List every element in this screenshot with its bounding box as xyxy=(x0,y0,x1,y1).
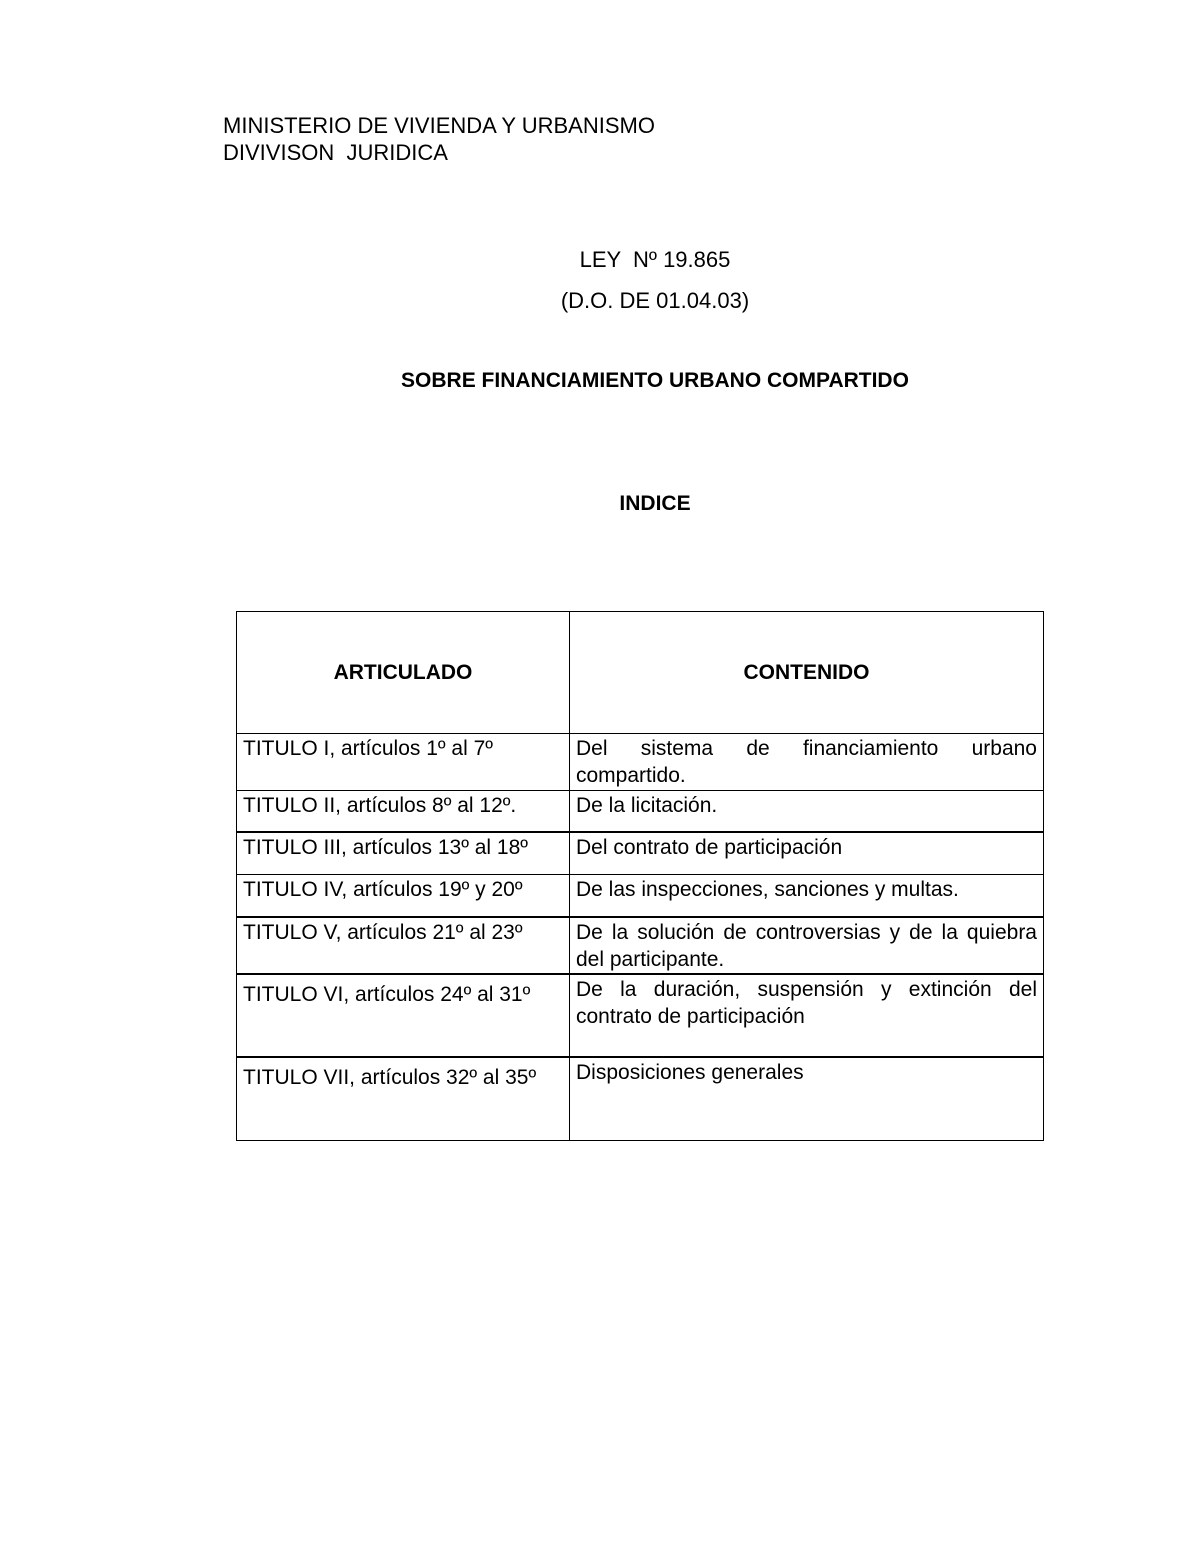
contenido-cell: Del sistema de financiamiento urbano compartido. xyxy=(570,734,1044,791)
contenido-cell: Del contrato de participación xyxy=(570,832,1044,875)
contenido-cell: De la solución de controversias y de la quiebra del participante. xyxy=(570,917,1044,974)
articulado-cell: TITULO II, artículos 8º al 12º. xyxy=(237,791,570,833)
column-header-contenido: CONTENIDO xyxy=(570,612,1044,734)
table-row xyxy=(237,1057,1044,1141)
articulado-cell: TITULO VII, artículos 32º al 35º xyxy=(237,1057,570,1141)
column-header-articulado: ARTICULADO xyxy=(237,612,570,734)
contenido-cell: De las inspecciones, sanciones y multas. xyxy=(570,875,1044,918)
law-publication-date: (D.O. DE 01.04.03) xyxy=(560,288,750,313)
table-row xyxy=(237,974,1044,1057)
ministry-name: MINISTERIO DE VIVIENDA Y URBANISMO xyxy=(223,113,655,138)
index-table xyxy=(236,611,1044,1141)
articulado-cell: TITULO I, artículos 1º al 7º xyxy=(237,734,570,791)
table-header-row xyxy=(237,612,1044,734)
articulado-cell: TITULO VI, artículos 24º al 31º xyxy=(237,974,570,1057)
contenido-cell: De la licitación. xyxy=(570,791,1044,833)
table-row xyxy=(237,832,1044,875)
contenido-cell: De la duración, suspensión y extinción del contrato de participación xyxy=(570,974,1044,1057)
table-row xyxy=(237,734,1044,791)
law-title: SOBRE FINANCIAMIENTO URBANO COMPARTIDO xyxy=(401,369,909,392)
table-row xyxy=(237,875,1044,918)
articulado-cell: TITULO V, artículos 21º al 23º xyxy=(237,917,570,974)
index-title: INDICE xyxy=(619,492,691,515)
articulado-cell: TITULO III, artículos 13º al 18º xyxy=(237,832,570,875)
articulado-cell: TITULO IV, artículos 19º y 20º xyxy=(237,875,570,918)
division-name: DIVIVISON JURIDICA xyxy=(223,140,448,165)
document-header xyxy=(223,112,655,166)
law-number: LEY Nº 19.865 xyxy=(579,247,731,272)
contenido-cell: Disposiciones generales xyxy=(570,1057,1044,1141)
table-row xyxy=(237,917,1044,974)
table-row xyxy=(237,791,1044,833)
